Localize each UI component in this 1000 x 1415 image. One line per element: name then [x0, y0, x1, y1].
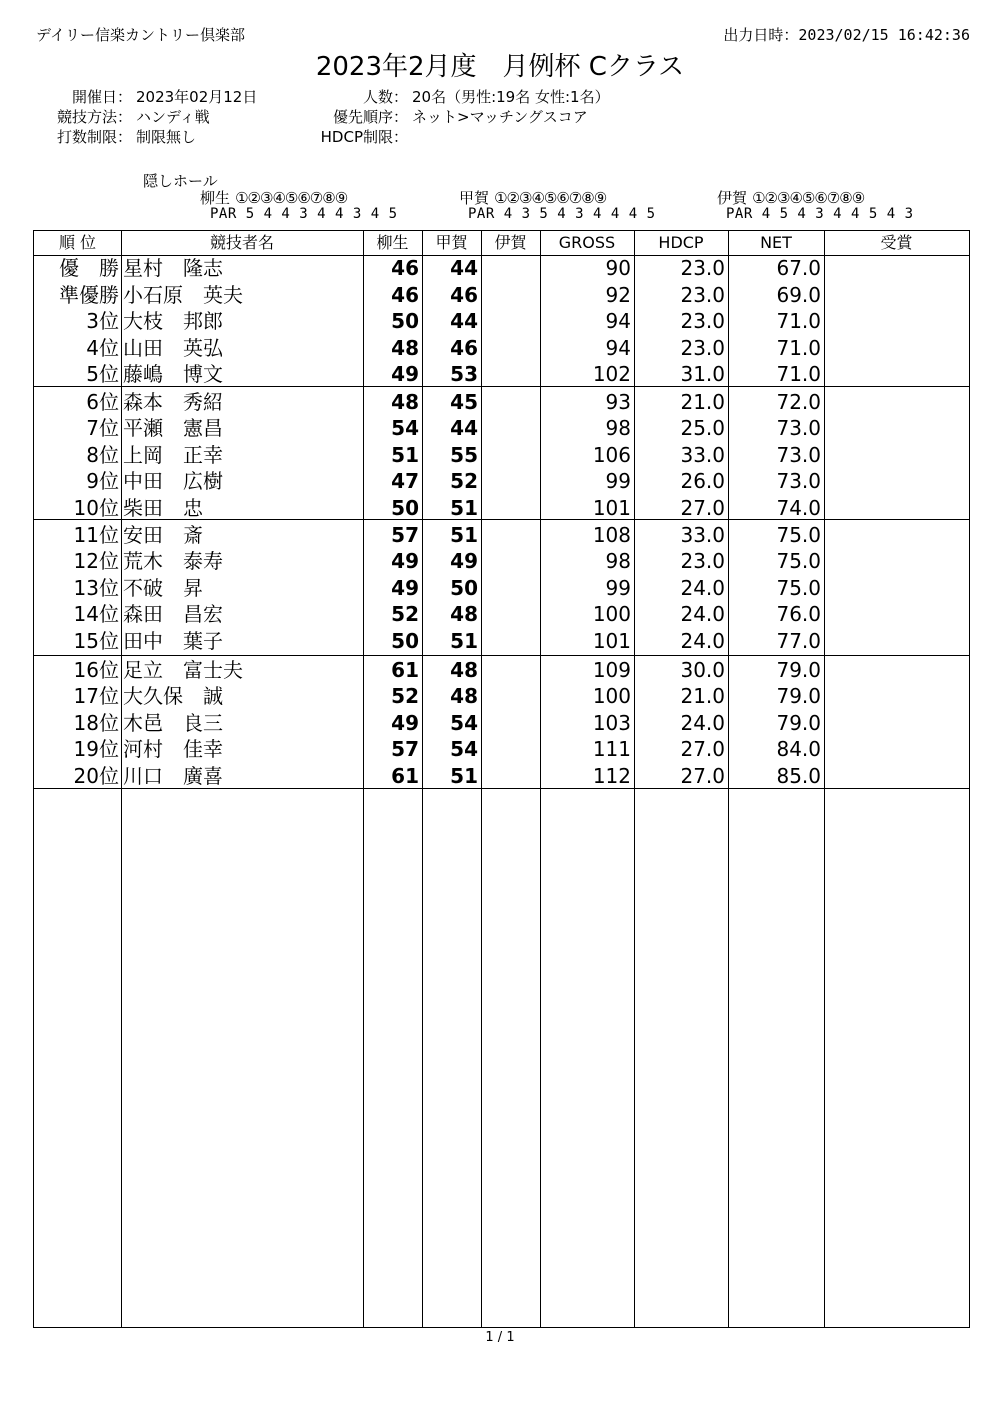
cell-rank: 15位: [73, 628, 119, 653]
cell-koka: 55: [450, 442, 478, 467]
cell-iga: [481, 255, 537, 282]
cell-name: 大久保 誠: [123, 684, 223, 708]
format-label: 競技方法：: [56, 108, 132, 126]
cell-iga: [481, 415, 537, 442]
cell-yagyu: 61: [391, 763, 419, 788]
cell-gross: 102: [592, 362, 631, 386]
cell-yagyu: 49: [391, 710, 419, 735]
cell-gross: 94: [605, 309, 631, 333]
cell-name: 荒木 泰寿: [123, 549, 223, 573]
players-value: 20名（男性:19名 女性:1名）: [412, 88, 610, 106]
cell-hdcp: 23.0: [680, 549, 725, 573]
cell-net: 77.0: [776, 628, 821, 653]
cell-name: 田中 葉子: [123, 628, 223, 653]
cell-award: [824, 495, 964, 522]
cell-koka: 45: [450, 389, 478, 414]
col-header-koka: 甲賀: [435, 233, 468, 252]
cell-hdcp: 31.0: [680, 362, 725, 386]
col-header-net: NET: [760, 233, 792, 252]
cell-award: [824, 683, 964, 710]
hole-selector: ①②③④⑤⑥⑦⑧⑨: [235, 189, 348, 207]
cell-rank: 18位: [73, 710, 119, 735]
results-table: [33, 230, 970, 1328]
cell-koka: 51: [450, 763, 478, 788]
cell-gross: 112: [592, 763, 631, 788]
cell-rank: 12位: [73, 549, 119, 573]
cell-net: 73.0: [776, 416, 821, 440]
priority-value: ネット>マッチングスコア: [412, 108, 588, 126]
col-header-name: 競技者名: [209, 233, 274, 252]
cell-iga: [481, 683, 537, 710]
cell-rank: 17位: [73, 684, 119, 708]
table-row: [34, 522, 969, 549]
cell-gross: 111: [592, 737, 631, 761]
cell-gross: 99: [605, 469, 631, 493]
cell-rank: 9位: [86, 469, 119, 493]
cell-gross: 106: [592, 442, 631, 467]
cell-net: 79.0: [776, 710, 821, 735]
cell-hdcp: 21.0: [680, 684, 725, 708]
cell-yagyu: 46: [391, 282, 419, 307]
cell-hdcp: 24.0: [680, 628, 725, 653]
course-yagyu: [200, 187, 347, 208]
table-row: [34, 468, 969, 495]
cell-name: 足立 富士夫: [123, 657, 243, 682]
col-header-hdcp: HDCP: [658, 233, 704, 252]
cell-net: 79.0: [776, 684, 821, 708]
cell-iga: [481, 710, 537, 737]
cell-gross: 98: [605, 549, 631, 573]
cell-yagyu: 50: [391, 495, 419, 520]
output-datetime: [723, 24, 970, 45]
cell-net: 84.0: [776, 737, 821, 761]
cell-iga: [481, 628, 537, 655]
cell-net: 74.0: [776, 495, 821, 520]
cell-net: 73.0: [776, 442, 821, 467]
cell-hdcp: 23.0: [680, 335, 725, 360]
cell-gross: 108: [592, 522, 631, 547]
cell-gross: 90: [605, 256, 631, 280]
hole-selector: ①②③④⑤⑥⑦⑧⑨: [494, 189, 607, 207]
table-row: [34, 255, 969, 282]
cell-koka: 46: [450, 282, 478, 307]
cell-iga: [481, 361, 537, 388]
cell-yagyu: 50: [391, 309, 419, 333]
page-number: 1 / 1: [485, 1330, 515, 1345]
cell-yagyu: 48: [391, 389, 419, 414]
cell-rank: 19位: [73, 737, 119, 761]
par-iga: PAR 4 5 4 3 4 4 5 4 3: [726, 206, 914, 222]
cell-name: 安田 斎: [123, 522, 203, 547]
cell-yagyu: 52: [391, 684, 419, 708]
cell-yagyu: 57: [391, 522, 419, 547]
cell-rank: 14位: [73, 602, 119, 626]
cell-gross: 103: [592, 710, 631, 735]
cell-yagyu: 52: [391, 602, 419, 626]
cell-name: 不破 昇: [123, 575, 203, 600]
cell-hdcp: 33.0: [680, 442, 725, 467]
cell-gross: 109: [592, 657, 631, 682]
cell-rank: 3位: [86, 309, 119, 333]
cell-award: [824, 415, 964, 442]
cell-iga: [481, 575, 537, 602]
cell-koka: 53: [450, 362, 478, 386]
cell-hdcp: 33.0: [680, 522, 725, 547]
cell-award: [824, 628, 964, 655]
cell-net: 76.0: [776, 602, 821, 626]
cell-iga: [481, 308, 537, 335]
cell-hdcp: 25.0: [680, 416, 725, 440]
cell-gross: 99: [605, 575, 631, 600]
cell-yagyu: 54: [391, 416, 419, 440]
limit-label: 打数制限：: [56, 128, 132, 146]
cell-name: 森田 昌宏: [123, 602, 223, 626]
cell-koka: 44: [450, 256, 478, 280]
cell-award: [824, 389, 964, 416]
cell-yagyu: 46: [391, 256, 419, 280]
course-name: 柳生: [200, 189, 231, 207]
cell-koka: 48: [450, 684, 478, 708]
cell-name: 中田 広樹: [123, 469, 223, 493]
table-row: [34, 495, 969, 522]
table-row: [34, 736, 969, 763]
cell-name: 大枝 邦郎: [123, 309, 223, 333]
cell-koka: 44: [450, 309, 478, 333]
cell-koka: 54: [450, 737, 478, 761]
cell-gross: 100: [592, 602, 631, 626]
cell-net: 72.0: [776, 389, 821, 414]
par-yagyu: PAR 5 4 4 3 4 4 3 4 5: [210, 206, 398, 222]
cell-hdcp: 26.0: [680, 469, 725, 493]
cell-net: 75.0: [776, 575, 821, 600]
output-label: 出力日時：: [723, 26, 799, 44]
cell-net: 75.0: [776, 522, 821, 547]
limit-value: 制限無し: [136, 128, 197, 146]
cell-name: 星村 隆志: [123, 256, 223, 280]
cell-rank: 5位: [86, 362, 119, 386]
cell-net: 67.0: [776, 256, 821, 280]
cell-iga: [481, 495, 537, 522]
cell-rank: 10位: [73, 495, 119, 520]
cell-award: [824, 522, 964, 549]
table-row: [34, 763, 969, 790]
cell-koka: 52: [450, 469, 478, 493]
cell-award: [824, 657, 964, 684]
course-iga: [717, 187, 864, 208]
date-label: 開催日：: [71, 88, 132, 106]
cell-iga: [481, 548, 537, 575]
cell-rank: 13位: [73, 575, 119, 600]
cell-iga: [481, 442, 537, 469]
par-koka: PAR 4 3 5 4 3 4 4 4 5: [468, 206, 656, 222]
cell-gross: 100: [592, 684, 631, 708]
cell-hdcp: 23.0: [680, 282, 725, 307]
cell-net: 69.0: [776, 282, 821, 307]
cell-name: 山田 英弘: [123, 335, 223, 360]
cell-name: 川口 廣喜: [123, 763, 223, 788]
cell-net: 85.0: [776, 763, 821, 788]
cell-koka: 48: [450, 602, 478, 626]
cell-iga: [481, 468, 537, 495]
col-header-rank: 順 位: [58, 233, 97, 252]
cell-iga: [481, 763, 537, 790]
hole-selector: ①②③④⑤⑥⑦⑧⑨: [752, 189, 865, 207]
cell-iga: [481, 522, 537, 549]
cell-yagyu: 57: [391, 737, 419, 761]
cell-yagyu: 61: [391, 657, 419, 682]
cell-award: [824, 575, 964, 602]
cell-rank: 7位: [86, 416, 119, 440]
col-header-iga: 伊賀: [494, 233, 527, 252]
cell-iga: [481, 389, 537, 416]
cell-hdcp: 27.0: [680, 737, 725, 761]
cell-koka: 46: [450, 335, 478, 360]
hidden-holes-label: 隠しホール: [143, 172, 218, 190]
cell-yagyu: 49: [391, 549, 419, 573]
cell-hdcp: 21.0: [680, 389, 725, 414]
table-row: [34, 548, 969, 575]
cell-yagyu: 49: [391, 575, 419, 600]
cell-koka: 51: [450, 495, 478, 520]
cell-rank: 16位: [73, 657, 119, 682]
cell-hdcp: 27.0: [680, 763, 725, 788]
cell-hdcp: 30.0: [680, 657, 725, 682]
cell-award: [824, 548, 964, 575]
cell-award: [824, 442, 964, 469]
table-row: [34, 683, 969, 710]
cell-award: [824, 468, 964, 495]
cell-iga: [481, 335, 537, 362]
cell-award: [824, 601, 964, 628]
cell-hdcp: 23.0: [680, 309, 725, 333]
cell-iga: [481, 657, 537, 684]
format-value: ハンディ戦: [136, 108, 210, 126]
cell-koka: 51: [450, 522, 478, 547]
cell-net: 71.0: [776, 335, 821, 360]
cell-award: [824, 361, 964, 388]
cell-hdcp: 24.0: [680, 710, 725, 735]
cell-hdcp: 24.0: [680, 575, 725, 600]
cell-rank: 20位: [73, 763, 119, 788]
course-name: 伊賀: [717, 189, 748, 207]
cell-award: [824, 282, 964, 309]
cell-koka: 44: [450, 416, 478, 440]
cell-rank: 6位: [86, 389, 119, 414]
cell-award: [824, 308, 964, 335]
cell-gross: 101: [592, 628, 631, 653]
cell-iga: [481, 282, 537, 309]
table-row: [34, 415, 969, 442]
cell-name: 藤嶋 博文: [123, 362, 223, 386]
date-value: 2023年02月12日: [136, 88, 258, 106]
cell-iga: [481, 736, 537, 763]
cell-yagyu: 47: [391, 469, 419, 493]
course-name: 甲賀: [459, 189, 490, 207]
cell-yagyu: 50: [391, 628, 419, 653]
cell-hdcp: 27.0: [680, 495, 725, 520]
cell-yagyu: 51: [391, 442, 419, 467]
cell-name: 上岡 正幸: [123, 442, 223, 467]
cell-name: 森本 秀紹: [123, 389, 223, 414]
cell-name: 木邑 良三: [123, 710, 223, 735]
cell-award: [824, 736, 964, 763]
cell-koka: 48: [450, 657, 478, 682]
table-row: [34, 442, 969, 469]
cell-hdcp: 24.0: [680, 602, 725, 626]
hdcp-limit-label: HDCP制限：: [320, 128, 408, 146]
cell-net: 75.0: [776, 549, 821, 573]
output-value: 2023/02/15 16:42:36: [798, 26, 970, 44]
cell-yagyu: 49: [391, 362, 419, 386]
cell-gross: 101: [592, 495, 631, 520]
page-title: 2023年2月度 月例杯 Cクラス: [315, 52, 685, 82]
table-row: [34, 710, 969, 737]
table-row: [34, 389, 969, 416]
cell-name: 柴田 忠: [123, 495, 203, 520]
cell-gross: 98: [605, 416, 631, 440]
cell-rank: 8位: [86, 442, 119, 467]
cell-yagyu: 48: [391, 335, 419, 360]
col-header-award: 受賞: [880, 233, 913, 252]
cell-rank: 準優勝: [59, 282, 119, 307]
table-row: [34, 282, 969, 309]
cell-koka: 50: [450, 575, 478, 600]
col-header-yagyu: 柳生: [376, 233, 409, 252]
cell-name: 小石原 英夫: [123, 282, 243, 307]
cell-name: 河村 佳幸: [123, 737, 223, 761]
table-row: [34, 628, 969, 655]
priority-label: 優先順序：: [332, 108, 408, 126]
cell-koka: 49: [450, 549, 478, 573]
cell-name: 平瀬 憲昌: [123, 416, 223, 440]
cell-net: 73.0: [776, 469, 821, 493]
club-name: デイリー信楽カントリー倶楽部: [36, 26, 245, 44]
cell-koka: 54: [450, 710, 478, 735]
table-row: [34, 657, 969, 684]
cell-hdcp: 23.0: [680, 256, 725, 280]
cell-award: [824, 763, 964, 790]
cell-gross: 92: [605, 282, 631, 307]
cell-award: [824, 710, 964, 737]
table-row: [34, 335, 969, 362]
table-row: [34, 361, 969, 388]
cell-iga: [481, 601, 537, 628]
cell-rank: 11位: [73, 522, 119, 547]
cell-koka: 51: [450, 628, 478, 653]
cell-net: 71.0: [776, 362, 821, 386]
cell-rank: 4位: [86, 335, 119, 360]
cell-rank: 優 勝: [59, 256, 119, 280]
col-header-gross: GROSS: [558, 233, 616, 252]
players-label: 人数：: [362, 88, 408, 106]
course-koka: [459, 187, 606, 208]
table-row: [34, 308, 969, 335]
cell-gross: 93: [605, 389, 631, 414]
cell-net: 71.0: [776, 309, 821, 333]
table-row: [34, 601, 969, 628]
cell-gross: 94: [605, 335, 631, 360]
cell-award: [824, 255, 964, 282]
table-row: [34, 575, 969, 602]
cell-award: [824, 335, 964, 362]
cell-net: 79.0: [776, 657, 821, 682]
